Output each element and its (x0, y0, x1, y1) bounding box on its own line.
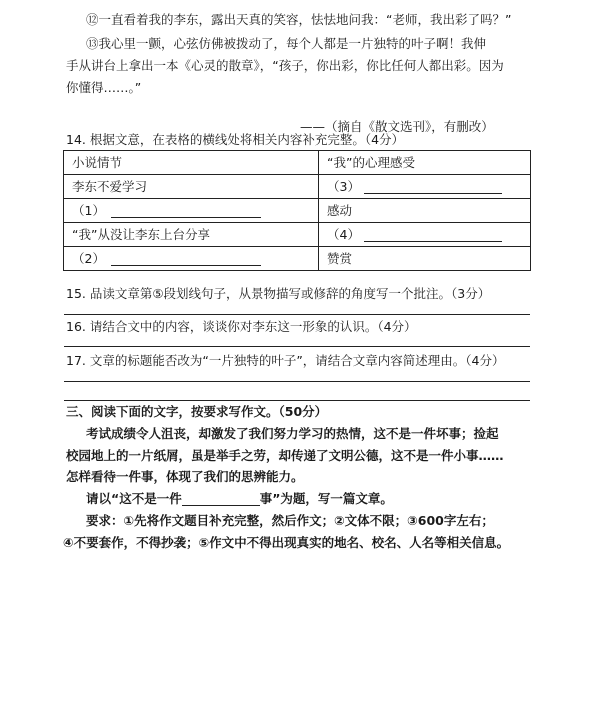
blank-label: （1） (72, 203, 105, 218)
blank-label: （2） (72, 251, 105, 266)
table-cell-answer[interactable] (64, 199, 319, 223)
table-cell-answer[interactable] (319, 175, 531, 199)
prompt-body-line1: 考试成绩令人沮丧，却激发了我们努力学习的热情，这不是一件坏事；捡起 (86, 426, 499, 441)
table-header-row (64, 151, 531, 175)
story-paragraph-12: ⑫一直看着我的李东，露出天真的笑容，怯怯地问我：“老师，我出彩了吗？” (86, 12, 512, 27)
blank-label: （4） (327, 227, 360, 242)
table-row (64, 175, 531, 199)
question-14-prompt: 14. 根据文意，在表格的横线处将相关内容补充完整。（4分） (66, 132, 405, 147)
question-17-prompt: 17. 文章的标题能否改为“一片独特的叶子”，请结合文章内容简述理由。（4分） (66, 353, 505, 368)
question-14-table (63, 150, 531, 271)
story-source: ——（摘自《散文选刊》，有删改） (300, 119, 494, 134)
answer-blank-3[interactable] (364, 179, 502, 194)
answer-blank-2[interactable] (111, 251, 261, 266)
answer-line-17a[interactable] (64, 381, 530, 382)
table-row (64, 199, 531, 223)
essay-title-instruction (86, 488, 393, 509)
story-paragraph-13-line1: ⑬我心里一颤，心弦仿佛被拨动了，每个人都是一片独特的叶子啊！我伸 (86, 36, 487, 51)
table-row (64, 223, 531, 247)
prompt-body-line3: 怎样看待一件事，体现了我们的思辨能力。 (66, 469, 304, 484)
essay-title-blank[interactable] (182, 491, 260, 506)
table-cell: 感动 (319, 199, 531, 223)
section-3-heading: 三、阅读下面的文字，按要求写作文。（50分） (66, 404, 328, 419)
essay-title-prefix: 请以“这不是一件 (86, 491, 182, 506)
story-paragraph-13-line3: 你懂得……。” (66, 80, 142, 95)
story-paragraph-13-line2: 手从讲台上拿出一本《心灵的散章》，“孩子，你出彩，你比任何人都出彩。因为 (66, 58, 504, 73)
table-header-cell: “我”的心理感受 (319, 151, 531, 175)
essay-title-suffix: 事”为题，写一篇文章。 (259, 491, 393, 506)
table-cell-answer[interactable] (64, 247, 319, 271)
table-cell-answer[interactable] (319, 223, 531, 247)
answer-blank-4[interactable] (364, 227, 502, 242)
answer-line-15[interactable] (64, 314, 530, 315)
blank-label: （3） (327, 179, 360, 194)
answer-line-16[interactable] (64, 346, 530, 347)
table-cell: 赞赏 (319, 247, 531, 271)
question-16-prompt: 16. 请结合文中的内容，谈谈你对李东这一形象的认识。（4分） (66, 319, 417, 334)
requirements-line1: 要求：①先将作文题目补充完整，然后作文；②文体不限；③600字左右； (86, 513, 494, 528)
table-cell: 李东不爱学习 (64, 175, 319, 199)
table-header-cell: 小说情节 (64, 151, 319, 175)
answer-blank-1[interactable] (111, 203, 261, 218)
prompt-body-line2: 校园地上的一片纸屑，虽是举手之劳，却传递了文明公德，这不是一件小事…… (66, 448, 504, 463)
requirements-line2: ④不要套作，不得抄袭；⑤作文中不得出现真实的地名、校名、人名等相关信息。 (63, 535, 510, 550)
table-cell: “我”从没让李东上台分享 (64, 223, 319, 247)
question-15-prompt: 15. 品读文章第⑤段划线句子，从景物描写或修辞的角度写一个批注。（3分） (66, 286, 491, 301)
table-row (64, 247, 531, 271)
